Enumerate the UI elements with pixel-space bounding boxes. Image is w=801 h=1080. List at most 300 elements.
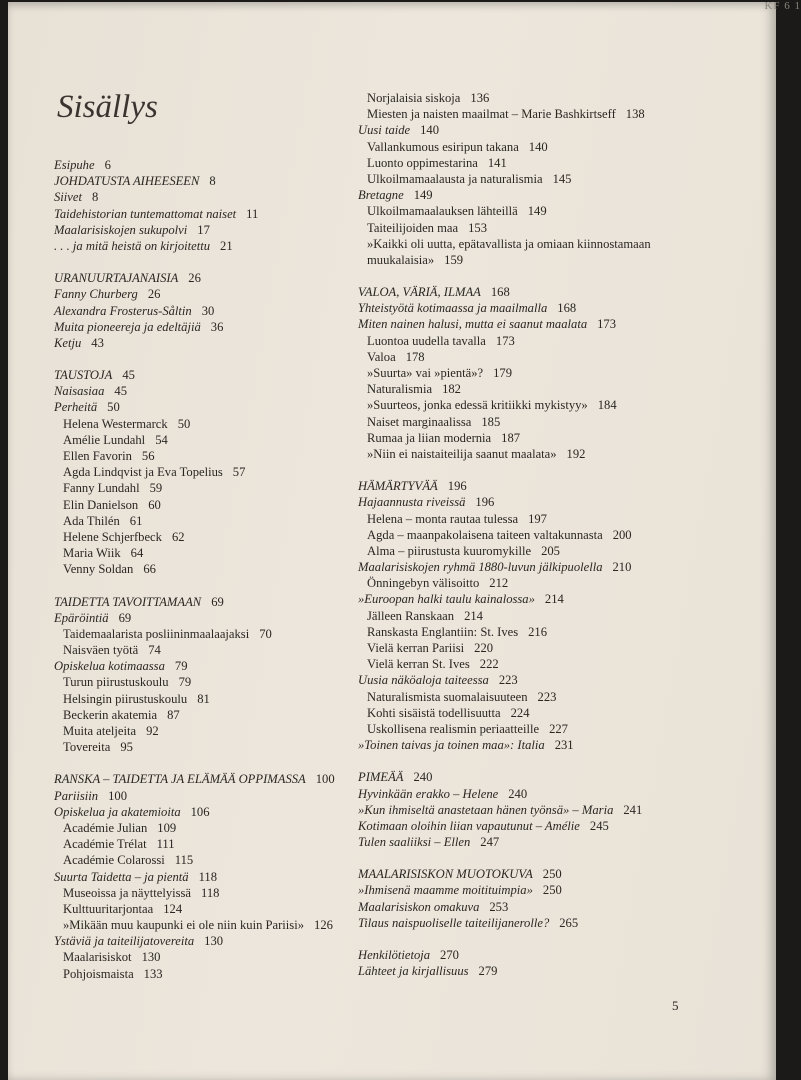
toc-entry: [358, 624, 718, 640]
toc-entry-title: TAIDETTA TAVOITTAMAAN: [54, 594, 202, 609]
toc-entry: [358, 899, 718, 915]
toc-entry-page: 106: [190, 804, 210, 819]
toc-entry-page: 64: [130, 546, 144, 561]
toc-entry-title: Alexandra Frosterus-Såltin: [54, 303, 192, 318]
toc-entry-page: 66: [143, 562, 156, 577]
section-gap: [358, 850, 718, 866]
toc-entry-page: 223: [537, 689, 557, 704]
toc-entry: [54, 707, 354, 723]
toc-entry-title: Ranskasta Englantiin: St. Ives: [367, 624, 519, 639]
toc-entry-page: 168: [557, 301, 577, 316]
toc-entry-title: Naturalismista suomalaisuuteen: [367, 689, 528, 704]
toc-entry-title: URANUURTAJANAISIA: [54, 271, 179, 286]
toc-entry-title: Helena – monta rautaa tulessa: [367, 511, 519, 526]
toc-entry-page: 43: [91, 335, 104, 350]
toc-entry-title: Suurta Taidetta – ja pientä: [54, 869, 189, 884]
toc-entry-title: Muita pioneereja ja edeltäjiä: [54, 319, 201, 334]
toc-entry-title: Helsingin piirustuskoulu: [63, 691, 188, 706]
toc-entry: [54, 658, 354, 674]
toc-entry-page: 227: [549, 721, 568, 736]
toc-entry-title: Esipuhe: [54, 158, 95, 172]
toc-entry: [54, 529, 354, 545]
toc-column-right: [358, 90, 718, 979]
toc-entry-page: 212: [489, 576, 509, 591]
toc-entry-title: »Kaikki oli uutta, epätavallista ja omiaan kiinnostamaan: [367, 236, 651, 251]
toc-entry-page: 36: [210, 319, 224, 334]
toc-entry: [54, 464, 354, 480]
toc-entry-page: 8: [91, 190, 99, 205]
toc-entry: [358, 187, 718, 203]
toc-entry-page: 241: [623, 802, 643, 817]
toc-entry-title: TAUSTOJA: [54, 368, 113, 383]
toc-entry: [54, 416, 354, 432]
toc-entry-title: HÄMÄRTYVÄÄ: [358, 479, 438, 494]
toc-entry: [358, 866, 718, 882]
toc-entry: [54, 383, 354, 399]
toc-entry-page: 153: [468, 220, 487, 235]
toc-entry: [54, 626, 354, 642]
section-gap: [54, 755, 354, 771]
toc-entry-page: 95: [120, 740, 133, 755]
toc-entry-title: VALOA, VÄRIÄ, ILMAA: [358, 285, 481, 300]
toc-entry: [54, 173, 354, 189]
book-page: [8, 2, 776, 1080]
toc-entry-title: Uusi taide: [358, 123, 411, 138]
toc-entry: [54, 448, 354, 464]
toc-entry-title: Elin Danielson: [63, 497, 139, 512]
toc-entry-page: 11: [246, 206, 259, 221]
toc-entry: [358, 608, 718, 624]
toc-entry-title: . . . ja mitä heistä on kirjoitettu: [54, 238, 211, 253]
toc-entry-title: Naisväen työtä: [63, 643, 139, 658]
toc-entry-page: 140: [420, 123, 440, 138]
toc-entry-page: 126: [314, 918, 333, 933]
toc-entry-title: Maalarisiskot: [63, 950, 132, 965]
section-gap: [54, 351, 354, 367]
toc-entry: [358, 915, 718, 931]
toc-entry-page: 265: [559, 915, 579, 930]
toc-entry: [54, 771, 354, 787]
toc-entry: [54, 804, 354, 820]
toc-entry-title: Helene Schjerfbeck: [63, 529, 162, 544]
toc-entry: [54, 222, 354, 238]
toc-entry-title: Agda Lindqvist ja Eva Topelius: [63, 465, 223, 480]
toc-entry-page: 92: [146, 724, 159, 738]
toc-entry-title: Tilaus naispuoliselle taiteilijanerolle?: [358, 915, 550, 930]
toc-entry-title: Naisasiaa: [54, 384, 105, 399]
toc-entry-page: 17: [197, 222, 210, 237]
toc-entry: [54, 270, 354, 286]
toc-entry-page: 130: [204, 934, 224, 949]
toc-entry: [358, 300, 718, 316]
toc-entry-page: 196: [475, 495, 495, 510]
toc-entry: [358, 947, 718, 963]
toc-entry-title: Kohti sisäistä todellisuutta: [367, 705, 501, 720]
toc-entry: [358, 139, 718, 155]
toc-entry-title: Naturalismia: [367, 382, 433, 397]
toc-entry-title: »Suurta» vai »pientä»?: [367, 366, 484, 380]
toc-entry-title: Fanny Churberg: [54, 287, 138, 302]
toc-entry: [54, 480, 354, 496]
corner-mark: KF 6 1: [764, 0, 801, 12]
toc-entry-page: 118: [198, 869, 218, 884]
toc-entry-title: Opiskelua kotimaassa: [54, 659, 165, 674]
toc-entry-page: 26: [188, 271, 201, 286]
toc-entry-title: Ellen Favorin: [63, 449, 132, 463]
toc-entry-page: 59: [149, 481, 163, 496]
toc-entry-page: 61: [129, 513, 143, 528]
toc-entry-title: »Toinen taivas ja toinen maa»: Italia: [358, 738, 545, 753]
toc-entry-page: 62: [171, 529, 185, 544]
toc-entry-page: 81: [197, 691, 210, 706]
toc-entry-page: 100: [108, 788, 127, 803]
toc-entry-page: 245: [589, 818, 609, 833]
toc-column-left: [54, 157, 354, 982]
toc-entry: [358, 882, 718, 898]
toc-entry-page: 26: [147, 287, 161, 302]
section-gap: [54, 578, 354, 594]
toc-entry-page: 253: [489, 899, 509, 914]
section-gap: [358, 931, 718, 947]
toc-entry-page: 240: [413, 770, 433, 785]
toc-entry-page: 87: [167, 707, 180, 722]
toc-entry-title: Maria Wiik: [63, 546, 121, 561]
toc-entry: [358, 963, 718, 979]
toc-entry: [54, 513, 354, 529]
toc-entry-title: Académie Julian: [63, 820, 148, 835]
toc-entry: [358, 171, 718, 187]
toc-entry-title: Helena Westermarck: [63, 416, 168, 431]
toc-entry: [358, 446, 718, 462]
toc-entry-page: 50: [177, 416, 191, 431]
toc-entry: [358, 511, 718, 527]
toc-entry: [54, 691, 354, 707]
toc-entry: [54, 367, 354, 383]
toc-entry-title: Académie Colarossi: [63, 853, 165, 868]
toc-entry: [54, 885, 354, 901]
toc-entry-page: 185: [481, 414, 501, 429]
toc-entry: [54, 949, 354, 965]
toc-entry-page: 140: [528, 139, 548, 154]
toc-entry-title: Ystäviä ja taiteilijatovereita: [54, 934, 195, 949]
toc-entry-page: 145: [552, 171, 572, 186]
toc-entry-title: Miten nainen halusi, mutta ei saanut maalata: [358, 317, 588, 332]
section-gap: [54, 254, 354, 270]
toc-entry-page: 79: [178, 675, 192, 690]
toc-entry: [54, 610, 354, 626]
toc-entry-title: Norjalaisia siskoja: [367, 91, 461, 105]
toc-entry: [358, 705, 718, 721]
toc-entry-title: Maalarisiskojen ryhmä 1880-luvun jälkipuolella: [358, 560, 603, 575]
toc-entry-title: Rumaa ja liian modernia: [367, 430, 492, 445]
toc-entry-page: 138: [625, 107, 645, 122]
toc-entry: [54, 933, 354, 949]
toc-entry-title: Turun piirustuskoulu: [63, 675, 169, 690]
toc-entry-title: Ulkoilmamaalauksen lähteillä: [367, 204, 518, 219]
toc-entry: [358, 155, 718, 171]
toc-entry-page: 173: [495, 333, 515, 348]
toc-entry: [358, 737, 718, 753]
toc-entry: [358, 640, 718, 656]
toc-entry-page: 109: [157, 820, 177, 835]
toc-entry-title: Taidehistorian tuntemattomat naiset: [54, 206, 237, 221]
toc-entry: [358, 591, 718, 607]
toc-entry-title: muukalaisia»: [367, 252, 435, 267]
toc-entry-title: Luonto oppimestarina: [367, 155, 478, 170]
toc-entry-title: MAALARISISKON MUOTOKUVA: [358, 867, 533, 882]
toc-entry: [54, 788, 354, 804]
toc-entry-page: 50: [107, 400, 120, 415]
toc-entry-title: Naiset marginaalissa: [367, 414, 472, 429]
toc-entry-title: Ada Thilén: [63, 513, 120, 528]
toc-entry-page: 45: [114, 384, 127, 399]
toc-entry: [54, 739, 354, 755]
toc-entry-page: 205: [541, 543, 560, 558]
toc-entry: [358, 397, 718, 413]
toc-entry: [358, 90, 718, 106]
toc-entry-page: 60: [148, 497, 161, 512]
toc-entry-title: Taidemaalarista posliininmaalaajaksi: [63, 626, 250, 641]
toc-entry: [54, 594, 354, 610]
toc-entry: [358, 106, 718, 122]
toc-entry-page: 250: [542, 883, 562, 898]
toc-entry-title: Luontoa uudella tavalla: [367, 333, 486, 348]
toc-entry: [358, 203, 718, 219]
toc-entry: [54, 901, 354, 917]
toc-entry: [358, 478, 718, 494]
toc-entry-title: Uusia näköaloja taiteessa: [358, 673, 489, 688]
toc-entry-page: 220: [474, 641, 494, 655]
toc-entry: [358, 802, 718, 818]
toc-entry-title: Hyvinkään erakko – Helene: [358, 786, 499, 801]
toc-entry: [54, 836, 354, 852]
toc-entry-title: Siivet: [54, 190, 82, 205]
toc-entry: [358, 721, 718, 737]
toc-entry-title: Hajaannusta riveissä: [358, 495, 466, 510]
toc-entry: [54, 286, 354, 302]
toc-entry: [54, 319, 354, 335]
toc-entry-title: Kotimaan oloihin liian vapautunut – Amélie: [358, 818, 580, 833]
toc-entry-page: 21: [220, 238, 233, 253]
toc-entry: [54, 917, 354, 933]
toc-entry: [54, 432, 354, 448]
toc-entry: [54, 723, 354, 739]
toc-entry-title: Muita ateljeita: [63, 724, 137, 738]
toc-entry-title: Epäröintiä: [54, 610, 109, 625]
toc-entry: [358, 672, 718, 688]
toc-entry-page: 124: [163, 901, 183, 916]
toc-entry: [358, 527, 718, 543]
toc-entry: [358, 769, 718, 785]
toc-entry-title: Ketju: [54, 335, 82, 350]
toc-entry-page: 247: [480, 835, 500, 850]
toc-entry-title: Pohjoismaista: [63, 966, 134, 981]
page-title: Sisällys: [57, 89, 158, 125]
toc-entry-page: 56: [141, 449, 155, 463]
section-gap: [358, 753, 718, 769]
toc-entry-page: 30: [201, 303, 215, 318]
toc-entry-page: 79: [174, 659, 188, 674]
toc-entry-title: Amélie Lundahl: [63, 432, 146, 447]
toc-entry-title: Miesten ja naisten maailmat – Marie Bashkirtseff: [367, 107, 616, 122]
toc-entry-page: 6: [104, 158, 111, 172]
toc-entry-page: 133: [143, 966, 163, 981]
toc-entry: [358, 575, 718, 591]
toc-entry-title: »Suurteos, jonka edessä kritiikki mykistyy»: [367, 398, 588, 413]
toc-entry-title: Bretagne: [358, 188, 404, 203]
toc-entry: [358, 430, 718, 446]
toc-entry-page: 54: [155, 432, 168, 447]
toc-entry-page: 69: [211, 594, 224, 609]
toc-entry-title: Agda – maanpakolaisena taiteen valtakunnasta: [367, 527, 603, 542]
toc-entry: [54, 189, 354, 205]
toc-entry: [54, 561, 354, 577]
toc-entry-page: 216: [528, 624, 547, 639]
toc-entry: [358, 381, 718, 397]
toc-entry-title: »Niin ei naistaiteilija saanut maalata»: [367, 446, 557, 461]
toc-entry-page: 214: [464, 608, 483, 623]
toc-entry-title: »Mikään muu kaupunki ei ole niin kuin Pariisi»: [63, 918, 305, 933]
toc-entry: [54, 335, 354, 351]
toc-entry-title: Jälleen Ranskaan: [367, 608, 455, 623]
toc-entry-page: 197: [528, 511, 547, 526]
toc-entry: [54, 869, 354, 885]
toc-entry: [54, 852, 354, 868]
toc-entry-page: 149: [413, 188, 433, 203]
toc-entry: [54, 966, 354, 982]
toc-entry-title: Valoa: [367, 349, 396, 364]
toc-entry: [358, 220, 718, 236]
toc-entry: [358, 236, 718, 252]
toc-entry: [358, 414, 718, 430]
toc-entry-title: Maalarisiskojen sukupolvi: [54, 222, 188, 237]
toc-entry-title: Tulen saaliiksi – Ellen: [358, 835, 471, 850]
toc-entry-page: 196: [447, 479, 467, 494]
toc-entry-title: Henkilötietoja: [358, 948, 431, 962]
toc-entry-title: Beckerin akatemia: [63, 707, 158, 722]
toc-entry-page: 70: [259, 626, 272, 641]
toc-entry: [358, 365, 718, 381]
toc-entry-page: 250: [542, 867, 562, 882]
toc-entry: [358, 316, 718, 332]
toc-entry: [54, 642, 354, 658]
toc-entry: [358, 494, 718, 510]
toc-entry-title: Alma – piirustusta kuuromykille: [367, 543, 532, 558]
toc-entry-title: Perheitä: [54, 400, 98, 415]
toc-entry-page: 118: [201, 885, 220, 900]
toc-entry-page: 45: [122, 368, 135, 383]
toc-entry-title: »Euroopan halki taulu kainalossa»: [358, 592, 535, 607]
toc-entry-page: 69: [118, 610, 132, 625]
toc-entry-title: JOHDATUSTA AIHEESEEN: [54, 174, 200, 189]
toc-entry-page: 222: [479, 657, 499, 672]
section-gap: [358, 462, 718, 478]
toc-entry-page: 192: [566, 446, 586, 461]
toc-entry-title: Maalarisiskon omakuva: [358, 899, 480, 914]
toc-entry: [358, 333, 718, 349]
toc-entry-page: 187: [501, 430, 521, 445]
toc-entry: [358, 252, 718, 268]
toc-entry: [358, 559, 718, 575]
toc-entry-page: 130: [141, 950, 161, 965]
section-gap: [358, 268, 718, 284]
toc-entry: [358, 122, 718, 138]
toc-entry: [54, 820, 354, 836]
toc-entry-page: 111: [156, 837, 175, 852]
toc-entry-title: Ulkoilmamaalausta ja naturalismia: [367, 171, 543, 186]
toc-entry-title: Vielä kerran Pariisi: [367, 641, 465, 655]
toc-entry: [358, 656, 718, 672]
toc-entry-page: 100: [315, 772, 335, 787]
toc-entry-page: 184: [597, 398, 617, 413]
toc-entry-title: »Kun ihmiseltä anastetaan hänen työnsä» – Maria: [358, 802, 614, 817]
toc-entry-page: 178: [405, 349, 425, 364]
toc-entry-title: Vielä kerran St. Ives: [367, 657, 470, 672]
toc-entry-page: 279: [478, 964, 498, 979]
toc-entry-page: 141: [487, 155, 507, 170]
toc-entry: [54, 206, 354, 222]
toc-entry-title: Uskollisena realismin periaatteille: [367, 721, 540, 736]
toc-entry-page: 74: [148, 643, 161, 658]
toc-entry: [358, 543, 718, 559]
toc-entry: [358, 786, 718, 802]
toc-entry-page: 240: [508, 786, 528, 801]
toc-entry: [358, 834, 718, 850]
toc-entry-page: 210: [612, 560, 632, 575]
toc-entry: [54, 303, 354, 319]
toc-entry-title: RANSKA – TAIDETTA JA ELÄMÄÄ OPPIMASSA: [54, 772, 306, 787]
toc-entry-page: 173: [597, 317, 617, 332]
toc-entry-page: 57: [232, 465, 246, 480]
toc-entry: [54, 399, 354, 415]
toc-entry-page: 149: [527, 204, 547, 219]
toc-entry-page: 224: [510, 705, 530, 720]
toc-entry: [358, 349, 718, 365]
toc-entry-title: Opiskelua ja akatemioita: [54, 804, 181, 819]
toc-entry-page: 200: [612, 527, 632, 542]
toc-entry-page: 159: [444, 252, 464, 267]
toc-entry-title: »Ihmisenä maamme moitituimpia»: [358, 883, 533, 898]
toc-entry: [54, 545, 354, 561]
toc-entry-title: Kulttuuritarjontaa: [63, 901, 154, 916]
toc-entry-title: PIMEÄÄ: [358, 770, 404, 785]
toc-entry-title: Fanny Lundahl: [63, 481, 140, 496]
toc-entry-page: 182: [442, 382, 461, 397]
toc-entry: [358, 818, 718, 834]
toc-entry: [54, 497, 354, 513]
toc-entry: [358, 689, 718, 705]
toc-entry-page: 231: [554, 738, 574, 753]
toc-entry-page: 270: [440, 948, 459, 962]
toc-entry-title: Taiteilijoiden maa: [367, 220, 459, 235]
toc-entry-page: 214: [544, 592, 564, 607]
toc-entry-title: Lähteet ja kirjallisuus: [358, 964, 469, 979]
toc-entry-page: 223: [498, 673, 518, 688]
toc-entry-title: Venny Soldan: [63, 562, 134, 577]
page-number: 5: [672, 998, 679, 1013]
toc-entry-page: 8: [209, 174, 216, 189]
toc-entry-title: Museoissa ja näyttelyissä: [63, 885, 192, 900]
toc-entry-title: Académie Trélat: [63, 837, 147, 852]
toc-entry: [54, 238, 354, 254]
toc-entry-page: 136: [470, 91, 490, 105]
toc-entry: [358, 284, 718, 300]
toc-entry-title: Tovereita: [63, 740, 111, 755]
toc-entry-page: 115: [174, 853, 194, 868]
toc-entry-title: Önningebyn välisoitto: [367, 576, 480, 591]
toc-entry: [54, 157, 354, 173]
toc-entry-page: 168: [490, 285, 510, 300]
